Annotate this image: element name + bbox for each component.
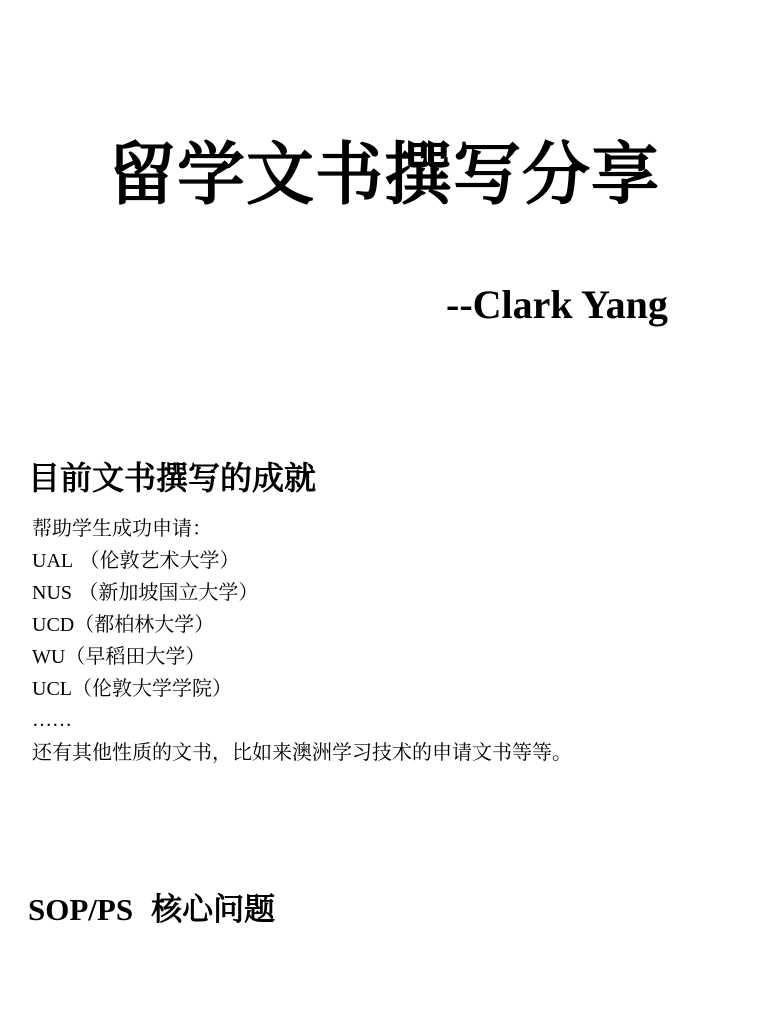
school-name: （伦敦大学学院）: [72, 676, 232, 700]
school-abbr: UCL: [32, 678, 72, 700]
school-abbr: NUS: [32, 582, 73, 604]
page-title: 留学文书撰写分享: [107, 136, 660, 215]
list-item: [32, 544, 572, 576]
achievements-list: [32, 512, 572, 768]
achievements-intro: 帮助学生成功申请：: [32, 516, 212, 540]
school-name: （伦敦艺术大学）: [73, 548, 240, 572]
sop-heading-text: 核心问题: [151, 892, 276, 928]
sop-heading: [28, 888, 275, 932]
achievements-note: 还有其他性质的文书，比如来澳洲学习技术的申请文书等等。: [32, 740, 572, 764]
list-item: [32, 672, 572, 704]
author-name: --Clark Yang: [446, 282, 668, 327]
school-abbr: UCD: [32, 614, 75, 636]
list-item: [32, 640, 572, 672]
school-abbr: UAL: [32, 550, 74, 572]
list-item: [32, 576, 572, 608]
sop-label: SOP/PS: [28, 892, 134, 927]
school-name: （新加坡国立大学）: [72, 580, 259, 604]
school-name: （早稻田大学）: [65, 644, 206, 668]
school-abbr: WU: [32, 646, 66, 668]
school-name: （都柏林大学）: [74, 612, 215, 636]
ellipsis: ……: [32, 709, 72, 731]
achievements-heading: 目前文书撰写的成就: [28, 459, 317, 497]
list-item: [32, 608, 572, 640]
